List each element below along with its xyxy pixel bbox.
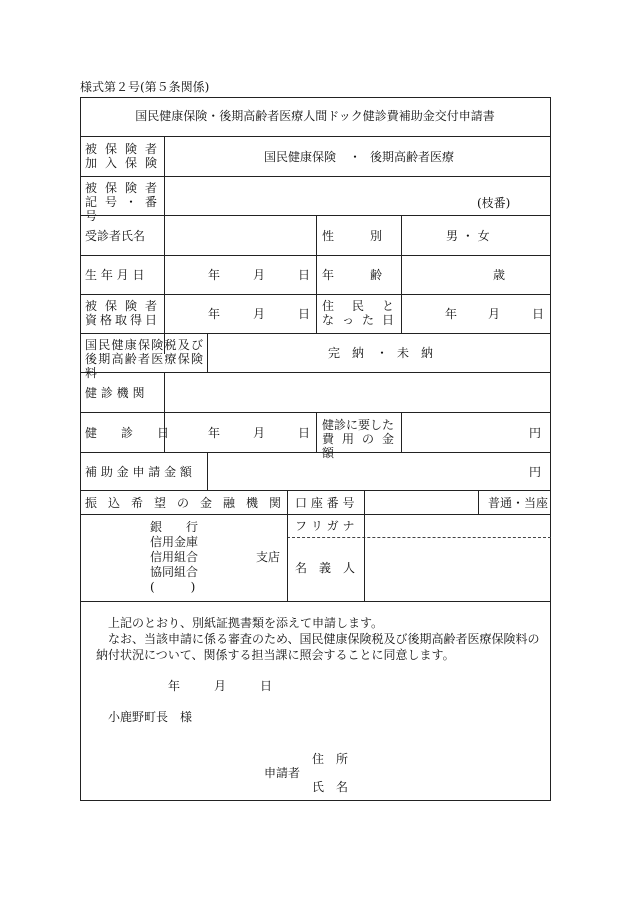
- declaration-line-3: 納付状況について、関係する担当課に照会することに同意します。: [96, 648, 455, 662]
- bank-type-credit-union[interactable]: 信用組合: [150, 550, 199, 564]
- sex-options[interactable]: 男 ・ 女: [446, 229, 490, 243]
- applicant-name-label: 氏 名: [312, 780, 349, 794]
- branch-label: 支店: [256, 550, 281, 564]
- residency-month: 月: [488, 307, 501, 321]
- vrule-tax-label: [207, 333, 208, 372]
- sex-label: 性 別: [322, 229, 383, 243]
- plan-option-nhi[interactable]: 国民健康保険: [264, 150, 337, 164]
- birth-date-label: 生 年 月 日: [85, 268, 145, 282]
- application-month: 月: [214, 679, 227, 693]
- application-year: 年: [168, 679, 181, 693]
- residency-year: 年: [445, 307, 458, 321]
- vrule-mid-col-lower: [316, 412, 317, 452]
- age-unit: 歳: [493, 268, 506, 282]
- bank-label: 振 込 希 望 の 金 融 機 関: [85, 496, 281, 510]
- bank-type-other[interactable]: ( ): [150, 580, 196, 594]
- exam-year: 年: [208, 426, 221, 440]
- qualification-date-label: 被 保 険 者 資格取得日: [85, 299, 157, 327]
- institution-field[interactable]: [165, 373, 550, 411]
- applicant-address-label: 住 所: [312, 752, 349, 766]
- exam-cost-label: 健診に要した 費 用 の 金 額: [322, 418, 395, 460]
- exam-cost-yen: 円: [529, 426, 542, 440]
- tax-paid-option[interactable]: 完 納: [328, 346, 365, 360]
- applicant-name-field[interactable]: [358, 776, 544, 796]
- furigana-label: フ リ ガ ナ: [295, 519, 355, 533]
- rule-qualification: [80, 333, 551, 334]
- insured-plan-label: 被 保 険 者 加 入 保 険: [85, 142, 157, 170]
- bank-type-bank[interactable]: 銀 行: [150, 520, 199, 534]
- exam-day: 日: [298, 426, 311, 440]
- vrule-bank-split: [287, 490, 288, 601]
- plan-separator: ・: [349, 150, 362, 164]
- account-holder-label: 名 義 人: [295, 561, 356, 575]
- vrule-right-label: [401, 215, 402, 333]
- exam-month: 月: [253, 426, 266, 440]
- residency-day: 日: [532, 307, 545, 321]
- form-number: 様式第２号(第５条関係): [80, 80, 210, 94]
- account-number-field[interactable]: [365, 491, 477, 513]
- rule-furigana-dashed: [287, 537, 551, 538]
- addressee: 小鹿野町長 様: [108, 710, 193, 724]
- subsidy-amount-label: 補 助 金 申 請 金 額: [85, 465, 192, 479]
- declaration-line-1: 上記のとおり、別紙証拠書類を添えて申請します。: [108, 616, 384, 630]
- residency-date-label: 住 民 と な っ た 日: [322, 299, 394, 327]
- declaration-line-2: なお、当該申請に係る審査のため、国民健康保険税及び後期高齢者医療保険料の: [108, 632, 540, 646]
- bank-type-shinkin[interactable]: 信用金庫: [150, 535, 199, 549]
- account-type-options[interactable]: 普通・当座: [488, 496, 549, 510]
- insured-number-field[interactable]: [165, 177, 550, 215]
- qualification-month: 月: [253, 307, 266, 321]
- subsidy-amount-field[interactable]: [208, 453, 526, 489]
- plan-option-elderly[interactable]: 後期高齢者医療: [370, 150, 455, 164]
- rule-subsidy: [80, 490, 551, 491]
- tax-payment-label: 国民健康保険税及び 後期高齢者医療保険料: [85, 338, 203, 380]
- subsidy-yen: 円: [529, 465, 542, 479]
- tax-unpaid-option[interactable]: 未 納: [397, 346, 434, 360]
- applicant-label: 申請者: [264, 766, 301, 780]
- applicant-address-field[interactable]: [358, 748, 544, 768]
- account-number-label: 口 座 番 号: [295, 496, 355, 510]
- bank-type-cooperative[interactable]: 協同組合: [150, 565, 199, 579]
- vrule-account-type: [478, 490, 479, 514]
- application-day: 日: [260, 679, 273, 693]
- insured-number-label: 被 保 険 者 記 号 ・ 番 号: [85, 181, 157, 223]
- vrule-mid-col: [316, 215, 317, 333]
- examinee-name-label: 受診者氏名: [85, 229, 146, 243]
- examinee-name-field[interactable]: [165, 216, 315, 254]
- branch-number: (枝番): [477, 196, 511, 210]
- qualification-year: 年: [208, 307, 221, 321]
- birth-day: 日: [298, 268, 311, 282]
- rule-title: [80, 136, 551, 137]
- form-title: 国民健康保険・後期高齢者医療人間ドック健診費補助金交付申請書: [135, 109, 495, 123]
- birth-year: 年: [208, 268, 221, 282]
- furigana-field[interactable]: [365, 515, 550, 536]
- exam-cost-field[interactable]: [402, 413, 526, 451]
- age-label: 年 齢: [322, 268, 383, 282]
- qualification-day: 日: [298, 307, 311, 321]
- birth-month: 月: [253, 268, 266, 282]
- account-holder-field[interactable]: [365, 539, 550, 600]
- institution-label: 健 診 機 関: [85, 386, 145, 400]
- tax-separator: ・: [376, 346, 389, 360]
- exam-date-label: 健 診 日: [85, 426, 170, 440]
- rule-bank-bottom: [80, 601, 551, 602]
